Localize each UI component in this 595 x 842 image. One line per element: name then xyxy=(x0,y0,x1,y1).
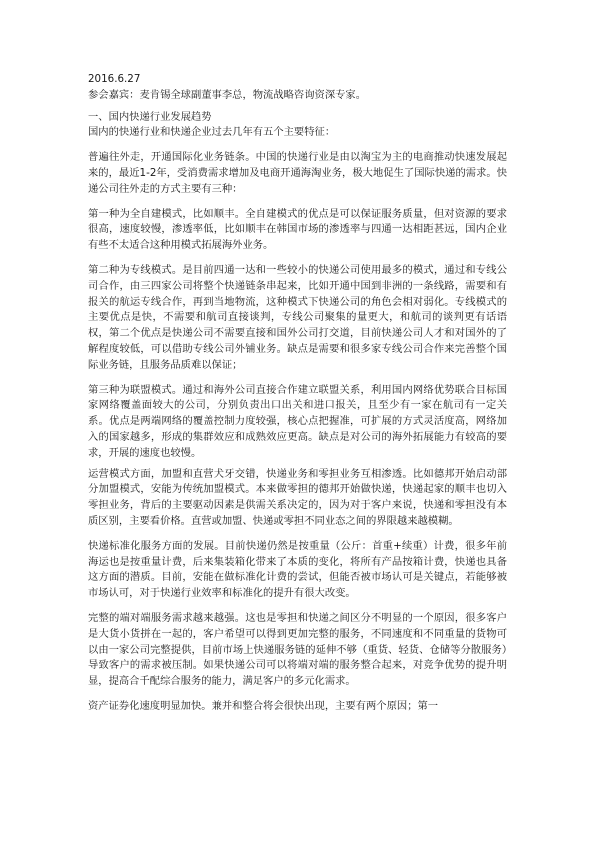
intro-paragraph: 国内的快递行业和快递企业过去几年有五个主要特征： xyxy=(88,126,336,139)
paragraph-going-global: 普遍往外走，开通国际化业务链条。中国的快递行业是由以淘宝为主的电商推动快速发展起来的，最近1-2年，受消费需求增加及电商开通海淘业务，极大地促生了国际快递的需求。快递公司往外走的方式主要有三种： xyxy=(88,151,507,195)
paragraph-dedicated-line-mode: 第二种为专线模式。是目前四通一达和一些较小的快递公司使用最多的模式，通过和专线公司合作，由三四家公司将整个快递链条串起来，比如开通中国到非洲的一条线路，需要和有报关的航运专线合作，再到当地物流，这种模式下快递公司的角色会相对弱化。专线模式的主要优点是快，不需要和航司直接谈判，专线公司聚集的量更大，和航司的谈判更有话语权，第二个优点是快递公司不需要直接和国外公司打交道，目前快递公司人才和对国外的了解程度较低，可以借助专线公司外铺业务。缺点是需要和很多家专线公司合作来完善整个国际业务链，且服务品质难以保证； xyxy=(88,263,507,371)
paragraph-standardization: 快递标准化服务方面的发展。目前快递仍然是按重量（公斤：首重+续重）计费，很多年前海运也是按重量计费，后来集装箱化带来了本质的变化，将所有产品按箱计费，快递也具备这方面的潜质。目前，安能在做标准化计费的尝试，但能否被市场认可是关键点，若能够被市场认可，对于快递行业效率和标准化的提升有很大改变。 xyxy=(88,539,507,600)
paragraph-self-built-mode: 第一种为全自建模式，比如顺丰。全自建模式的优点是可以保证服务质量，但对资源的要求很高，速度较慢，渗透率低，比如顺丰在韩国市场的渗透率与四通一达相距甚远，国内企业有些不太适合这种用模式拓展海外业务。 xyxy=(88,207,507,252)
document-date: 2016.6.27 xyxy=(88,73,141,85)
paragraph-operation-mode: 运营模式方面，加盟和直营犬牙交错，快递业务和零担业务互相渗透。比如德邦开始启动部分加盟模式，安能为传统加盟模式。本来做零担的德邦开始做快递，快递起家的顺丰也切入零担业务，背后的主要驱动因素是供需关系决定的，因为对于客户来说，快递和零担没有本质区别，主要看价格。直营或加盟、快递或零担不同业态之间的界限越来越模糊。 xyxy=(88,467,507,527)
paragraph-securitization: 资产证券化速度明显加快。兼并和整合将会很快出现，主要有两个原因；第一 xyxy=(88,699,439,712)
paragraph-end-to-end: 完整的端对端服务需求越来越强。这也是零担和快递之间区分不明显的一个原因，很多客户是大货小货拼在一起的，客户希望可以得到更加完整的服务，不同速度和不同重量的货物可以由一家公司完整提供，目前市场上快递服务链的延伸不够（重货、轻货、仓储等分散服务）导致客户的需求被压制。如果快递公司可以将端对端的服务整合起来，对竞争优势的提升明显，提高合千配综合服务的能力，满足客户的多元化需求。 xyxy=(88,611,507,688)
document-page xyxy=(88,72,507,724)
section-title: 一、国内快递行业发展趋势 xyxy=(88,110,212,123)
guest-line: 参会嘉宾：麦肯锡全球副董事李总，物流战略咨询资深专家。 xyxy=(88,88,367,101)
paragraph-alliance-mode: 第三种为联盟模式。通过和海外公司直接合作建立联盟关系，利用国内网络优势联合目标国家网络覆盖面较大的公司，分别负责出口出关和进口报关，且至少有一家在航司有一定关系。优点是两端网络的覆盖控制力度较强，核心点把握准，可扩展的方式灵活度高，网络加入的国家越多，形成的集群效应和成熟效应更高。缺点是对公司的海外拓展能力有较高的要求，开展的速度也较慢。 xyxy=(88,383,507,459)
